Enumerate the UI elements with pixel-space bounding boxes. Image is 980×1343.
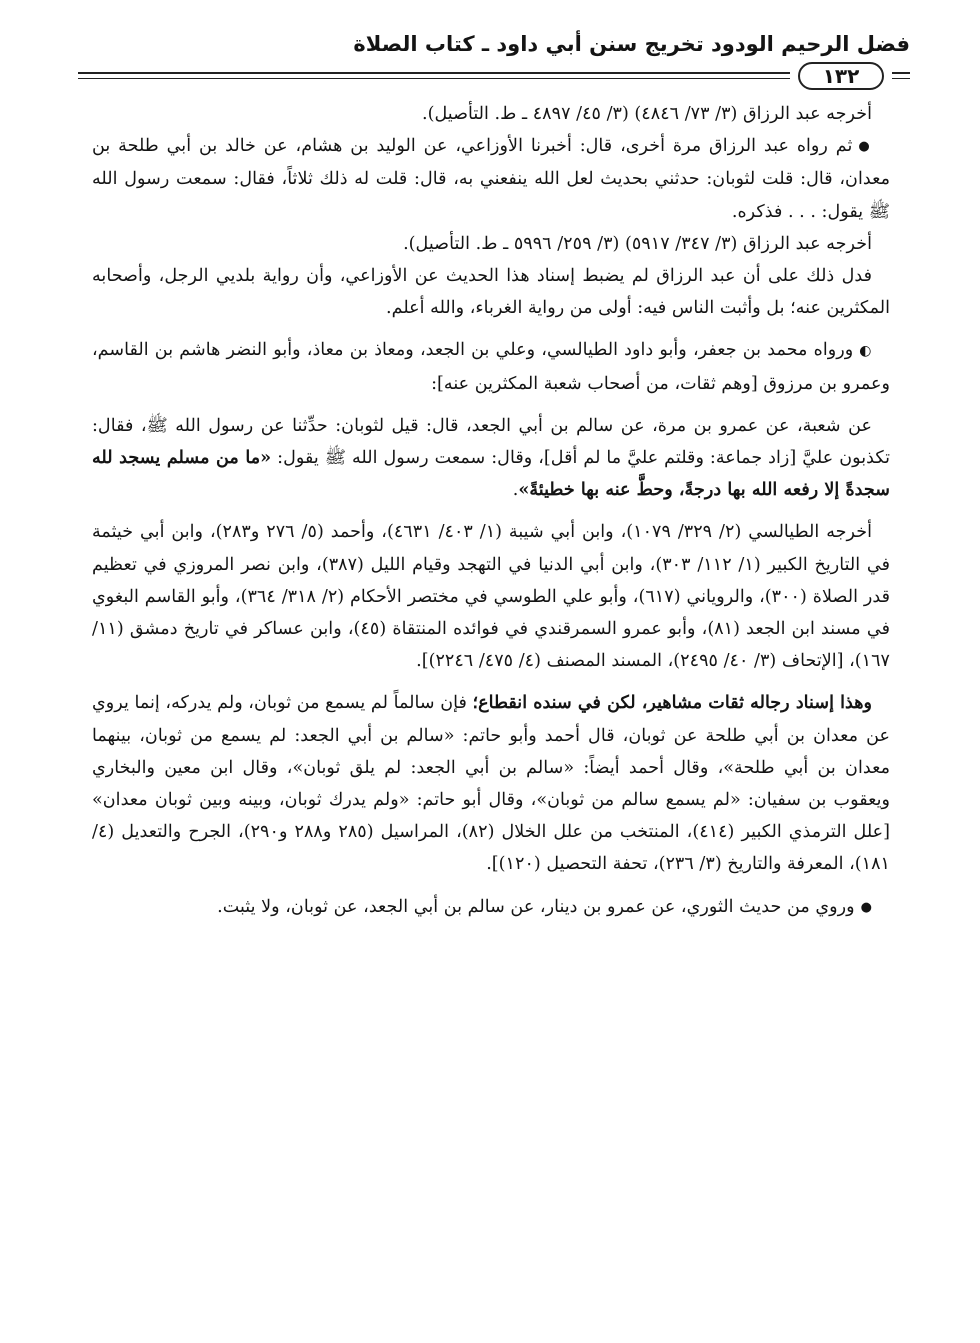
half-circle-icon: ◐ — [859, 343, 872, 360]
paragraph-text: ورواه محمد بن جعفر، وأبو داود الطيالسي، وعلي بن الجعد، ومعاذ بن معاذ، وأبو النضر هاشم بن القاسم، وعمرو بن مرزوق [وهم ثقات، من أصحاب شعبة المكثرين عنه]: — [92, 340, 890, 394]
paragraph-5 — [92, 334, 890, 399]
hadith-text: «ما من مسلم يسجد لله سجدةً إلا رفعه الله بها درجةً، وحطَّ عنه بها خطيئةً» — [92, 447, 890, 501]
paragraph-7 — [92, 516, 890, 677]
bold-statement: وهذا إسناد رجاله ثقات مشاهير، لكن في سنده انقطاع؛ — [472, 692, 872, 714]
paragraph-4 — [92, 260, 890, 324]
page-header — [78, 28, 910, 88]
paragraph-text: أخرجه عبد الرزاق (٣/ ٧٣/ ٤٨٤٦) (٣/ ٤٥/ ٤٨٩٧ ـ ط. التأصيل). — [421, 104, 872, 124]
paragraph-text: أخرجه عبد الرزاق (٣/ ٣٤٧/ ٥٩١٧) (٣/ ٢٥٩/ ٥٩٩٦ ـ ط. التأصيل). — [403, 233, 872, 254]
header-rule-thin — [78, 78, 910, 79]
paragraph-text: ثم رواه عبد الرزاق مرة أخرى، قال: أخبرنا الأوزاعي، عن الوليد بن هشام، عن خالد بن أبي طلحة بن معدان، قال: قلت لثوبان: حدثني بحديث لعل الله ينفعني به، قال: قلت له ذلك ثلاثاً، فقال: سمعت رسول الله ﷺ يقول: . . . فذكره. — [92, 136, 890, 222]
paragraph-1 — [92, 98, 890, 130]
paragraph-text: فدل ذلك على أن عبد الرزاق لم يضبط إسناد هذا الحديث عن الأوزاعي، وأن رواية بلديي الرجل، وأصحابه المكثرين عنه؛ بل وأثبت الناس فيه: أولى من رواية الغرباء، والله أعلم. — [92, 266, 890, 319]
bullet-icon: ● — [860, 899, 872, 915]
paragraph-2 — [92, 130, 890, 228]
paragraph-8 — [92, 687, 890, 880]
paragraph-text: وروي من حديث الثوري، عن عمرو بن دينار، عن سالم بن أبي الجعد، عن ثوبان، ولا يثبت. — [217, 896, 855, 917]
running-title: فضل الرحيم الودود تخريج سنن أبي داود ـ كتاب الصلاة — [353, 32, 910, 56]
paragraph-6 — [92, 410, 890, 507]
paragraph-text: فإن سالماً لم يسمع من ثوبان، ولم يدركه، إنما يروي عن معدان بن أبي طلحة عن ثوبان، قال أحمد وأبو حاتم: «سالم بن أبي الجعد: لم يسمع من ثوبان، بينهما معدان بن أبي طلحة»، وقال أحمد أيضاً: «سالم بن أبي الجعد: لم يلق ثوبان»، وقال ابن معين والبخاري ويعقوب بن سفيان: «لم يسمع سالم من ثوبان»، وقال أبو حاتم: «ولم يدرك ثوبان، وبينه وبين ثوبان معدان» [علل الترمذي الكبير (٤١٤)، المنتخب من علل الخلال (٨٢)، المراسيل (٢٨٥ و٢٨٨ و٢٩٠)، الجرح والتعديل (٤/ ١٨١)، المعرفة والتاريخ (٣/ ٢٣٦)، تحفة التحصيل (١٢٠)]. — [92, 693, 891, 875]
paragraph-3 — [92, 228, 890, 260]
header-rule — [78, 72, 910, 74]
paragraph-9 — [92, 891, 890, 924]
bullet-icon: ● — [858, 139, 873, 155]
page-number-badge — [790, 58, 892, 94]
page-number: ١٣٢ — [822, 64, 860, 88]
paragraph-text: عن شعبة، عن عمرو بن مرة، عن سالم بن أبي الجعد، قال: قيل لثوبان: حدِّثنا عن رسول الله ﷺ، فقال: تكذبون عليَّ [زاد جماعة: وقلتم عليَّ ما لم أقل]، وقال: سمعت رسول الله ﷺ يقول: — [92, 415, 890, 469]
paragraph-text-end: . — [512, 480, 519, 501]
page-body — [92, 98, 890, 924]
paragraph-text: أخرجه الطيالسي (٢/ ٣٢٩/ ١٠٧٩)، وابن أبي شيبة (١/ ٤٠٣/ ٤٦٣١)، وأحمد (٥/ ٢٧٦ و٢٨٣)، وابن أبي خيثمة في التاريخ الكبير (١/ ١١٢/ ٣٠٣)، وابن أبي الدنيا في التهجد وقيام الليل (٣٨٧)، وابن نصر المروزي في تعظيم قدر الصلاة (٣٠٠)، والروياني (٦١٧)، وأبو علي الطوسي في مختصر الأحكام (٢/ ٣١٨/ ٣٦٤)، وأبو القاسم البغوي في مسند ابن الجعد (٨١)، وأبو عمرو السمرقندي في فوائده المنتقاة (٤٥)، وابن عساكر في تاريخ دمشق (١١/ ١٦٧)، [الإتحاف (٣/ ٤٠/ ٢٤٩٥)، المسند المصنف (٤/ ٤٧٥/ ٢٢٤٦)]. — [92, 522, 891, 672]
